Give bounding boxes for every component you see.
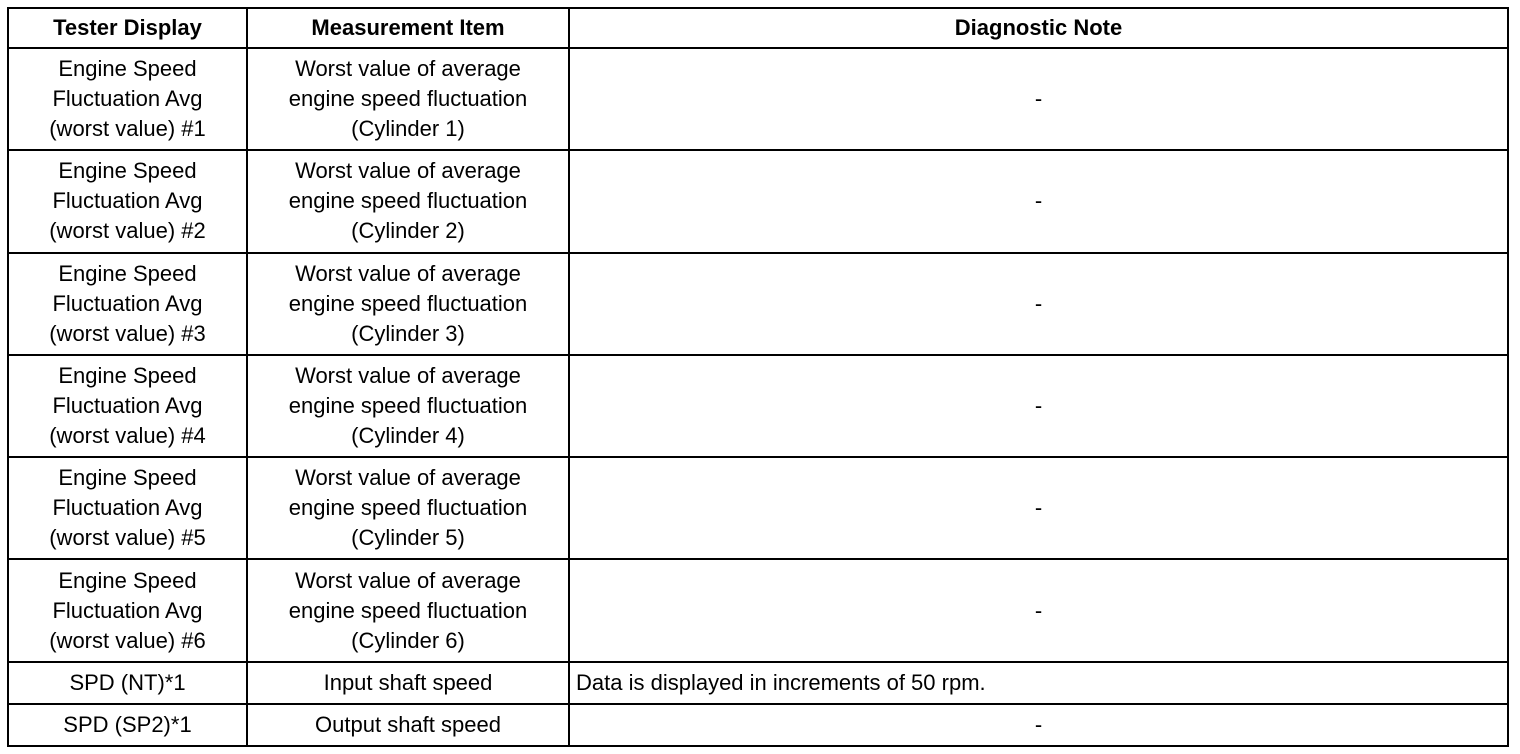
tester-display-cell <box>8 704 247 746</box>
cell-line: Worst value of average <box>295 465 521 491</box>
table-header-row <box>8 8 1508 48</box>
measurement-item-cell <box>247 355 569 457</box>
cell-line: Worst value of average <box>295 362 521 388</box>
measurement-item-cell <box>247 253 569 355</box>
cell-line: Output shaft speed <box>315 711 501 737</box>
diagnostic-note-cell: - <box>569 457 1508 559</box>
cell-line: (Cylinder 1) <box>351 116 465 142</box>
cell-line: (worst value) #5 <box>49 525 206 551</box>
cell-line: Engine Speed <box>58 567 197 593</box>
diagnostic-note-cell: - <box>569 704 1508 746</box>
measurement-item-cell <box>247 457 569 559</box>
header-measurement-item: Measurement Item <box>247 8 569 48</box>
measurement-item-cell <box>247 704 569 746</box>
cell-line: engine speed fluctuation <box>288 290 528 316</box>
cell-line: engine speed fluctuation <box>288 597 528 623</box>
cell-line: Engine Speed <box>58 362 197 388</box>
tester-display-cell <box>8 457 247 559</box>
measurement-item-cell <box>247 48 569 150</box>
table-row <box>8 48 1508 150</box>
cell-line: (worst value) #2 <box>49 218 206 244</box>
cell-line: SPD (NT)*1 <box>69 669 186 695</box>
header-tester-display: Tester Display <box>8 8 247 48</box>
table-row <box>8 355 1508 457</box>
cell-line: (Cylinder 4) <box>351 422 465 448</box>
cell-line: (Cylinder 2) <box>351 218 465 244</box>
cell-line: Engine Speed <box>58 260 197 286</box>
measurement-item-cell <box>247 150 569 252</box>
table-row <box>8 457 1508 559</box>
table-row <box>8 559 1508 661</box>
cell-line: engine speed fluctuation <box>288 188 528 214</box>
table-row <box>8 253 1508 355</box>
diagnostic-note-cell: Data is displayed in increments of 50 rpm. <box>569 662 1508 704</box>
diagnostic-note-cell: - <box>569 559 1508 661</box>
cell-line: SPD (SP2)*1 <box>63 711 192 737</box>
tester-display-cell <box>8 150 247 252</box>
cell-line: Worst value of average <box>295 158 521 184</box>
tester-display-cell <box>8 559 247 661</box>
tester-display-cell <box>8 355 247 457</box>
cell-line: (Cylinder 5) <box>351 525 465 551</box>
tester-display-cell <box>8 253 247 355</box>
tester-display-cell <box>8 662 247 704</box>
cell-line: Input shaft speed <box>323 669 493 695</box>
cell-line: Engine Speed <box>58 158 197 184</box>
cell-line: Fluctuation Avg <box>52 86 203 112</box>
table-row <box>8 150 1508 252</box>
table-row <box>8 662 1508 704</box>
header-diagnostic-note: Diagnostic Note <box>569 8 1508 48</box>
cell-line: (worst value) #1 <box>49 116 206 142</box>
cell-line: Engine Speed <box>58 56 197 82</box>
table-row <box>8 704 1508 746</box>
cell-line: (Cylinder 6) <box>351 627 465 653</box>
diagnostic-note-cell: - <box>569 355 1508 457</box>
diagnostic-note-cell: - <box>569 253 1508 355</box>
cell-line: engine speed fluctuation <box>288 495 528 521</box>
cell-line: (worst value) #3 <box>49 320 206 346</box>
cell-line: Engine Speed <box>58 465 197 491</box>
cell-line: Fluctuation Avg <box>52 188 203 214</box>
diagnostic-note-cell: - <box>569 48 1508 150</box>
cell-line: engine speed fluctuation <box>288 86 528 112</box>
cell-line: engine speed fluctuation <box>288 392 528 418</box>
cell-line: (worst value) #6 <box>49 627 206 653</box>
cell-line: Worst value of average <box>295 56 521 82</box>
cell-line: Worst value of average <box>295 567 521 593</box>
cell-line: Fluctuation Avg <box>52 597 203 623</box>
cell-line: Fluctuation Avg <box>52 495 203 521</box>
measurement-item-cell <box>247 559 569 661</box>
diagnostic-data-table <box>7 7 1509 747</box>
diagnostic-note-cell: - <box>569 150 1508 252</box>
tester-display-cell <box>8 48 247 150</box>
cell-line: Fluctuation Avg <box>52 290 203 316</box>
cell-line: Fluctuation Avg <box>52 392 203 418</box>
measurement-item-cell <box>247 662 569 704</box>
cell-line: Worst value of average <box>295 260 521 286</box>
cell-line: (worst value) #4 <box>49 422 206 448</box>
cell-line: (Cylinder 3) <box>351 320 465 346</box>
